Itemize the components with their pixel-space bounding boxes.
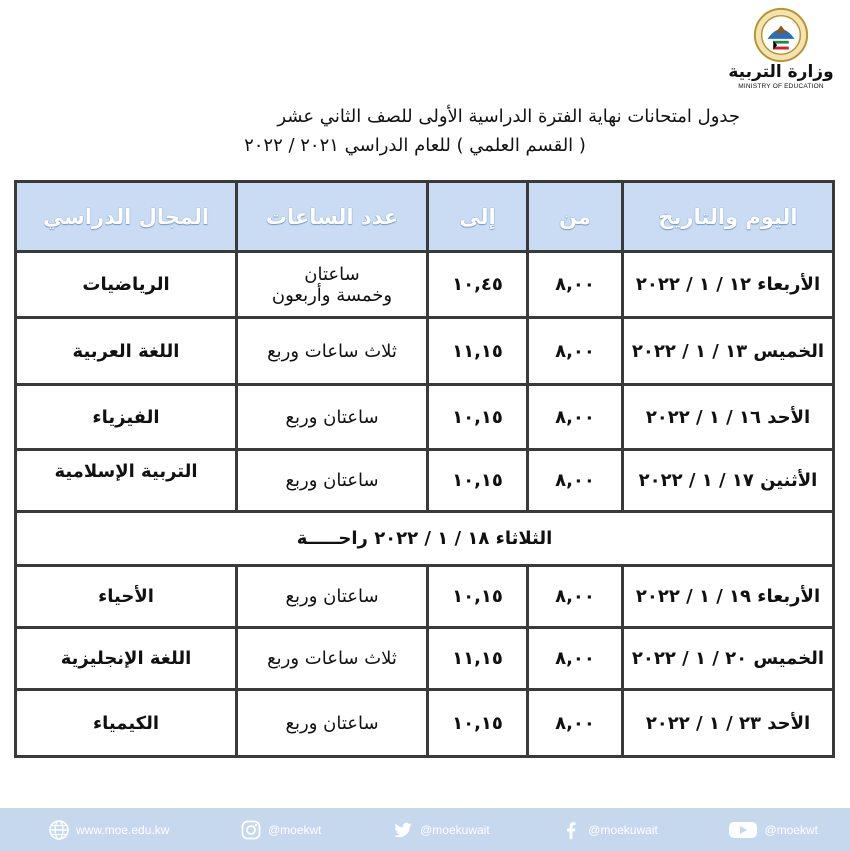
ministry-logo (726, 6, 836, 91)
kuwait-emblem-icon (752, 6, 810, 64)
cell-hours: ساعتان وربع (235, 451, 426, 510)
cell-day: الأربعاء ١٩ / ١ / ٢٠٢٢ (621, 567, 832, 626)
cell-subject: اللغة الإنجليزية (60, 648, 192, 669)
cell-subject: الأحياء (98, 586, 154, 607)
table-row (17, 691, 832, 755)
rest-day-row (17, 513, 832, 567)
cell-to: ١٠,٤٥ (426, 253, 526, 316)
cell-day: الأثنين ١٧ / ١ / ٢٠٢٢ (621, 451, 832, 510)
cell-hours: ساعتان وربع (235, 691, 426, 755)
cell-hours-line1: ساعتان (304, 263, 360, 285)
header-subject: المجال الدراسي (17, 183, 235, 250)
cell-hours (235, 253, 426, 316)
cell-day: الأحد ١٦ / ١ / ٢٠٢٢ (621, 386, 832, 448)
table-row (17, 451, 832, 513)
cell-subject: الرياضيات (82, 274, 170, 295)
cell-to: ١٠,١٥ (426, 691, 526, 755)
table-row (17, 567, 832, 629)
rest-day-label: الثلاثاء ١٨ / ١ / ٢٠٢٢ راحـــــة (296, 528, 553, 549)
globe-icon (48, 819, 70, 841)
page-title: جدول امتحانات نهاية الفترة الدراسية الأولى للصف الثاني عشر (277, 106, 740, 127)
table-header-row (17, 183, 832, 253)
cell-from: ٨,٠٠ (526, 691, 621, 755)
footer-instagram[interactable] (240, 819, 322, 841)
footer-facebook-text: @moekuwait (588, 822, 658, 837)
ministry-name-ar: وزارة التربية (728, 62, 834, 82)
footer-youtube-text: @moekwt (764, 822, 818, 837)
cell-day: الأربعاء ١٢ / ١ / ٢٠٢٢ (621, 253, 832, 316)
table-row (17, 629, 832, 691)
instagram-icon (240, 819, 262, 841)
header-day: اليوم والتاريخ (621, 183, 832, 250)
cell-from: ٨,٠٠ (526, 629, 621, 688)
cell-from: ٨,٠٠ (526, 253, 621, 316)
cell-to: ١١,١٥ (426, 319, 526, 383)
page-subtitle: ( القسم العلمي ) للعام الدراسي ٢٠٢١ / ٢٠٢٢ (244, 135, 586, 156)
cell-subject: الكيمياء (92, 712, 160, 734)
cell-day: الخميس ٢٠ / ١ / ٢٠٢٢ (621, 629, 832, 688)
cell-to: ١١,١٥ (426, 629, 526, 688)
cell-subject: اللغة العربية (72, 340, 180, 362)
table-row (17, 386, 832, 451)
footer-twitter[interactable] (392, 819, 490, 841)
cell-to: ١٠,١٥ (426, 451, 526, 510)
header-hours: عدد الساعات (235, 183, 426, 250)
cell-from: ٨,٠٠ (526, 319, 621, 383)
exam-schedule-table (14, 180, 835, 758)
footer-facebook[interactable] (560, 819, 658, 841)
cell-subject: التربية الإسلامية (54, 461, 198, 482)
youtube-icon (728, 819, 758, 841)
ministry-name-en: MINISTRY OF EDUCATION (738, 83, 824, 90)
cell-subject: الفيزياء (92, 406, 160, 428)
cell-hours: ثلاث ساعات وربع (235, 319, 426, 383)
cell-from: ٨,٠٠ (526, 451, 621, 510)
cell-hours-line2: وخمسة وأربعون (271, 284, 393, 306)
twitter-icon (392, 819, 414, 841)
cell-to: ١٠,١٥ (426, 567, 526, 626)
header-to: إلى (426, 183, 526, 250)
cell-hours: ساعتان وربع (235, 386, 426, 448)
footer-website[interactable] (48, 819, 169, 841)
footer-youtube[interactable] (728, 819, 818, 841)
table-row (17, 319, 832, 386)
cell-hours: ثلاث ساعات وربع (235, 629, 426, 688)
cell-to: ١٠,١٥ (426, 386, 526, 448)
cell-from: ٨,٠٠ (526, 567, 621, 626)
cell-from: ٨,٠٠ (526, 386, 621, 448)
footer-twitter-text: @moekuwait (420, 822, 490, 837)
footer-instagram-text: @moekwt (267, 822, 322, 837)
cell-day: الخميس ١٣ / ١ / ٢٠٢٢ (621, 319, 832, 383)
table-row (17, 253, 832, 319)
cell-hours: ساعتان وربع (235, 567, 426, 626)
header-from: من (526, 183, 621, 250)
footer-website-text: www.moe.edu.kw (76, 822, 170, 837)
social-footer (0, 808, 850, 851)
facebook-icon (560, 819, 582, 841)
cell-day: الأحد ٢٣ / ١ / ٢٠٢٢ (621, 691, 832, 755)
